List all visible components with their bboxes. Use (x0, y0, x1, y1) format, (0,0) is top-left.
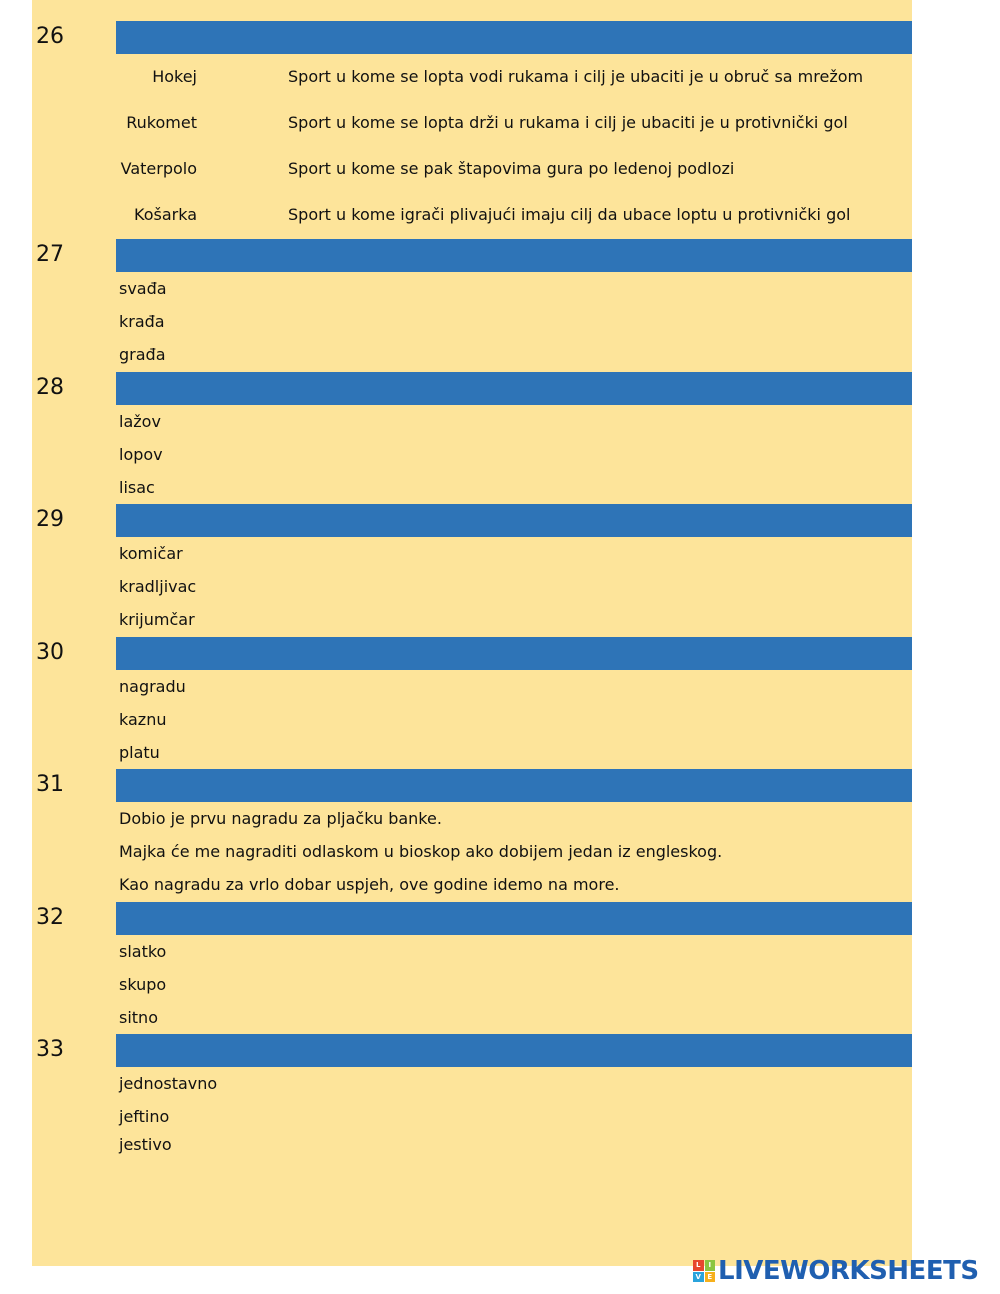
question-number-33: 33 (36, 1037, 64, 1062)
question-number-26: 26 (36, 24, 64, 49)
answer-option[interactable]: slatko (119, 942, 167, 961)
match-item-left[interactable]: Hokej (152, 67, 197, 86)
question-number-32: 32 (36, 905, 64, 930)
question-number-30: 30 (36, 640, 64, 665)
answer-option[interactable]: nagradu (119, 677, 186, 696)
answer-option[interactable]: krijumčar (119, 610, 195, 629)
answer-option[interactable]: lisac (119, 478, 155, 497)
answer-field-27[interactable] (116, 239, 912, 272)
match-item-left[interactable]: Vaterpolo (120, 159, 197, 178)
answer-option[interactable]: krađa (119, 312, 165, 331)
match-item-left[interactable]: Košarka (134, 205, 197, 224)
answer-option[interactable]: platu (119, 743, 160, 762)
match-item-right[interactable]: Sport u kome se lopta vodi rukama i cilj je ubaciti je u obruč sa mrežom (288, 67, 864, 86)
match-item-right[interactable]: Sport u kome igrači plivajući imaju cilj da ubace loptu u protivnički gol (288, 205, 851, 224)
answer-option[interactable]: kaznu (119, 710, 167, 729)
answer-option[interactable]: jednostavno (119, 1074, 218, 1093)
answer-field-31[interactable] (116, 769, 912, 802)
question-number-27: 27 (36, 242, 64, 267)
liveworksheets-logo (693, 1257, 979, 1285)
answer-option[interactable]: jestivo (119, 1135, 172, 1154)
answer-option[interactable]: svađa (119, 279, 167, 298)
answer-option[interactable]: Dobio je prvu nagradu za pljačku banke. (119, 809, 442, 828)
match-item-right[interactable]: Sport u kome se lopta drži u rukama i cilj je ubaciti je u protivnički gol (288, 113, 848, 132)
answer-option[interactable]: sitno (119, 1008, 158, 1027)
question-number-28: 28 (36, 375, 64, 400)
logo-mark-icon: L I V E (693, 1260, 715, 1282)
answer-option[interactable]: lažov (119, 412, 161, 431)
answer-field-32[interactable] (116, 902, 912, 935)
answer-option[interactable]: građa (119, 345, 166, 364)
answer-option[interactable]: jeftino (119, 1107, 170, 1126)
question-number-29: 29 (36, 507, 64, 532)
logo-text: LIVEWORKSHEETS (718, 1256, 979, 1286)
question-number-31: 31 (36, 772, 64, 797)
match-item-right[interactable]: Sport u kome se pak štapovima gura po ledenoj podlozi (288, 159, 735, 178)
answer-field-29[interactable] (116, 504, 912, 537)
answer-option[interactable]: komičar (119, 544, 183, 563)
answer-option[interactable]: lopov (119, 445, 163, 464)
answer-field-33[interactable] (116, 1034, 912, 1067)
answer-option[interactable]: Kao nagradu za vrlo dobar uspjeh, ove godine idemo na more. (119, 875, 620, 894)
answer-option[interactable]: Majka će me nagraditi odlaskom u bioskop ako dobijem jedan iz engleskog. (119, 842, 723, 861)
answer-field-26[interactable] (116, 21, 912, 54)
answer-option[interactable]: kradljivac (119, 577, 197, 596)
match-item-left[interactable]: Rukomet (126, 113, 197, 132)
answer-field-28[interactable] (116, 372, 912, 405)
answer-field-30[interactable] (116, 637, 912, 670)
answer-option[interactable]: skupo (119, 975, 167, 994)
